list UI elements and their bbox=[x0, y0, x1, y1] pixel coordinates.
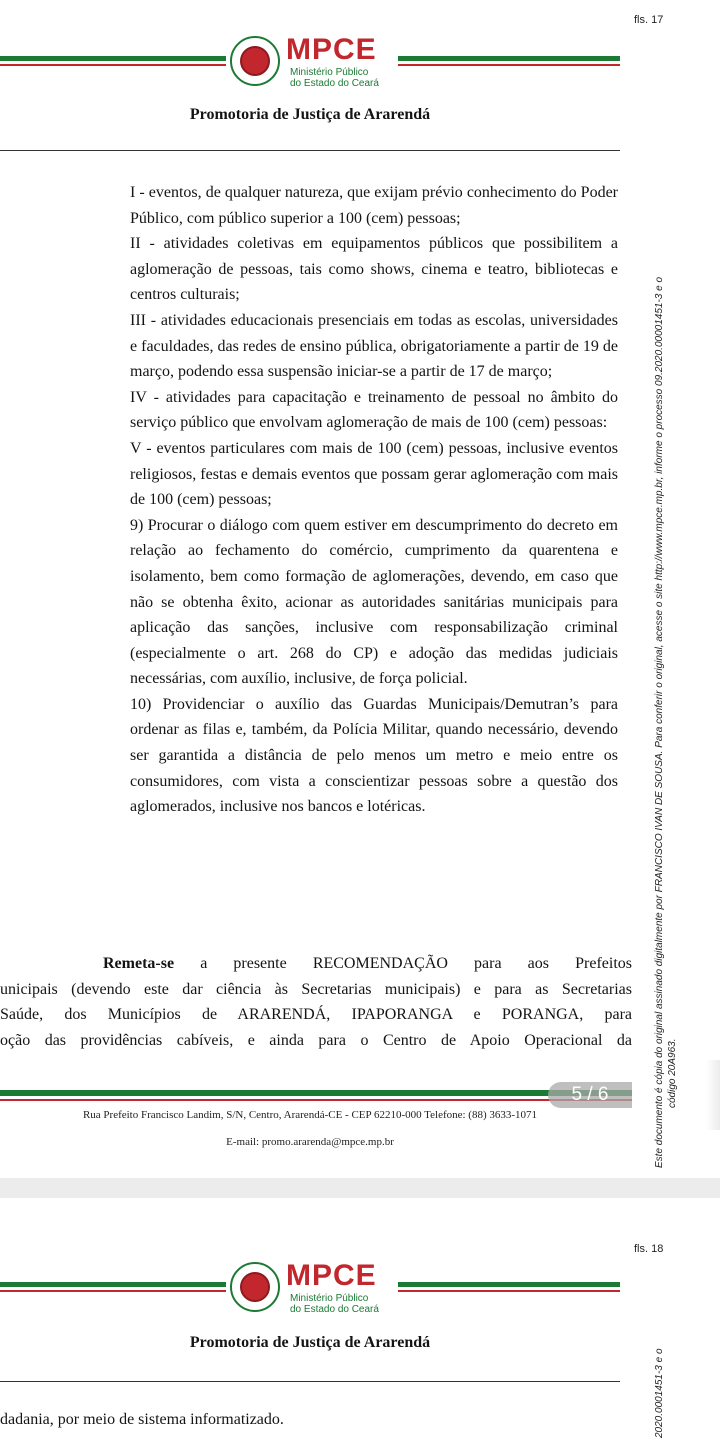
body-text bbox=[130, 180, 618, 820]
remeta-bold: Remeta-se bbox=[103, 955, 175, 972]
page-edge-shadow bbox=[706, 1060, 720, 1130]
footer-address: Rua Prefeito Francisco Landim, S/N, Centro, Ararendá-CE - CEP 62210-000 Telefone: (88) 3633-1071 bbox=[82, 1109, 538, 1121]
logo-subtitle-1: Ministério Público bbox=[290, 67, 369, 78]
header-band-right bbox=[398, 1282, 620, 1294]
mpce-logo bbox=[230, 1259, 400, 1318]
page-indicator: 5 / 6 bbox=[548, 1082, 632, 1108]
page-title: Promotoria de Justiça de Ararendá bbox=[189, 1334, 431, 1351]
header-rule bbox=[0, 1381, 620, 1382]
remeta-line-4: oção das providências cabíveis, e ainda para o Centro de Apoio Operacional da bbox=[0, 1031, 632, 1049]
header-band-right bbox=[398, 56, 620, 68]
paragraph-item-iii: III - atividades educacionais presenciais em todas as escolas, universidades e faculdades, das redes de ensino pública, obrigatoriamente a partir de 19 de março, podendo essa suspensão iniciar-se a partir de 17 de março; bbox=[130, 311, 618, 381]
folio-number: fls. 17 bbox=[634, 14, 664, 26]
header-band-left bbox=[0, 56, 226, 68]
remeta-line-1-text: a presente RECOMENDAÇÃO para aos Prefeitos bbox=[174, 955, 632, 972]
logo-text: MPCE bbox=[286, 33, 377, 66]
page-title: Promotoria de Justiça de Ararendá bbox=[189, 106, 431, 123]
footer-band bbox=[0, 1090, 632, 1102]
remeta-paragraph bbox=[0, 951, 632, 1053]
logo-text: MPCE bbox=[286, 1259, 377, 1292]
continuation-line: dadania, por meio de sistema informatizado. bbox=[0, 1411, 284, 1428]
paragraph-item-i: I - eventos, de qualquer natureza, que exijam prévio conhecimento do Poder Público, com público superior a 100 (cem) pessoas; bbox=[130, 184, 618, 227]
logo-subtitle-2: do Estado do Ceará bbox=[290, 78, 379, 89]
side-certification-code: código 20A963. bbox=[667, 1038, 678, 1108]
side-certification-text: Este documento é cópia do original assinado digitalmente por FRANCISCO IVAN DE SOUSA. Para conferir o original, acesse o site http://www.mpce.mp.br, informe o processo 09.2020.00001451-3 e o bbox=[654, 276, 665, 1168]
header-rule bbox=[0, 150, 620, 151]
logo-subtitle-1: Ministério Público bbox=[290, 1293, 369, 1304]
document-page-2 bbox=[0, 1198, 720, 1440]
remeta-line-3: Saúde, dos Municípios de ARARENDÁ, IPAPORANGA e PORANGA, para bbox=[0, 1006, 632, 1024]
paragraph-item-9: 9) Procurar o diálogo com quem estiver em descumprimento do decreto em relação ao fechamento do comércio, cumprimento da quarentena e isolamento, bem como formação de aglomerações, devendo, em caso que não se obtenha êxito, acionar as autoridades sanitárias municipais para aplicação das sanções, inclusive com responsabilização criminal (especialmente o art. 268 do CP) e adoção das medidas judiciais necessárias, com auxílio, inclusive, de força policial. bbox=[130, 516, 618, 688]
logo-subtitle-2: do Estado do Ceará bbox=[290, 1304, 379, 1315]
remeta-line-1 bbox=[0, 951, 632, 977]
paragraph-item-ii: II - atividades coletivas em equipamentos públicos que possibilitem a aglomeração de pessoas, tais como shows, cinema e teatro, bibliotecas e centros culturais; bbox=[130, 235, 618, 304]
remeta-line-2: unicipais (devendo este dar ciência às Secretarias municipais) e para as Secretarias bbox=[0, 980, 632, 998]
footer-email: E-mail: promo.ararenda@mpce.mp.br bbox=[226, 1136, 394, 1148]
mpce-logo bbox=[230, 33, 400, 92]
folio-number: fls. 18 bbox=[634, 1243, 664, 1255]
mpce-seal-icon bbox=[230, 36, 280, 86]
mpce-seal-icon bbox=[230, 1262, 280, 1312]
paragraph-item-v: V - eventos particulares com mais de 100 (cem) pessoas, inclusive eventos religiosos, festas e demais eventos que possam gerar aglomeração com mais de 100 (cem) pessoas; bbox=[130, 439, 618, 509]
side-certification-text: 2020.0001451-3 e o bbox=[654, 1348, 665, 1438]
header-band-left bbox=[0, 1282, 226, 1294]
paragraph-item-10: 10) Providenciar o auxílio das Guardas Municipais/Demutran’s para ordenar as filas e, também, da Polícia Militar, quando necessário, devendo ser garantida a distância de pelo menos um metro e meio entre os consumidores, com vista a conscientizar pessoas sobre a questão dos aglomerados, inclusive nos bancos e lotéricas. bbox=[130, 695, 618, 816]
paragraph-item-iv: IV - atividades para capacitação e treinamento de pessoal no âmbito do serviço público que envolvam aglomeração de mais de 100 (cem) pessoas: bbox=[130, 388, 618, 432]
